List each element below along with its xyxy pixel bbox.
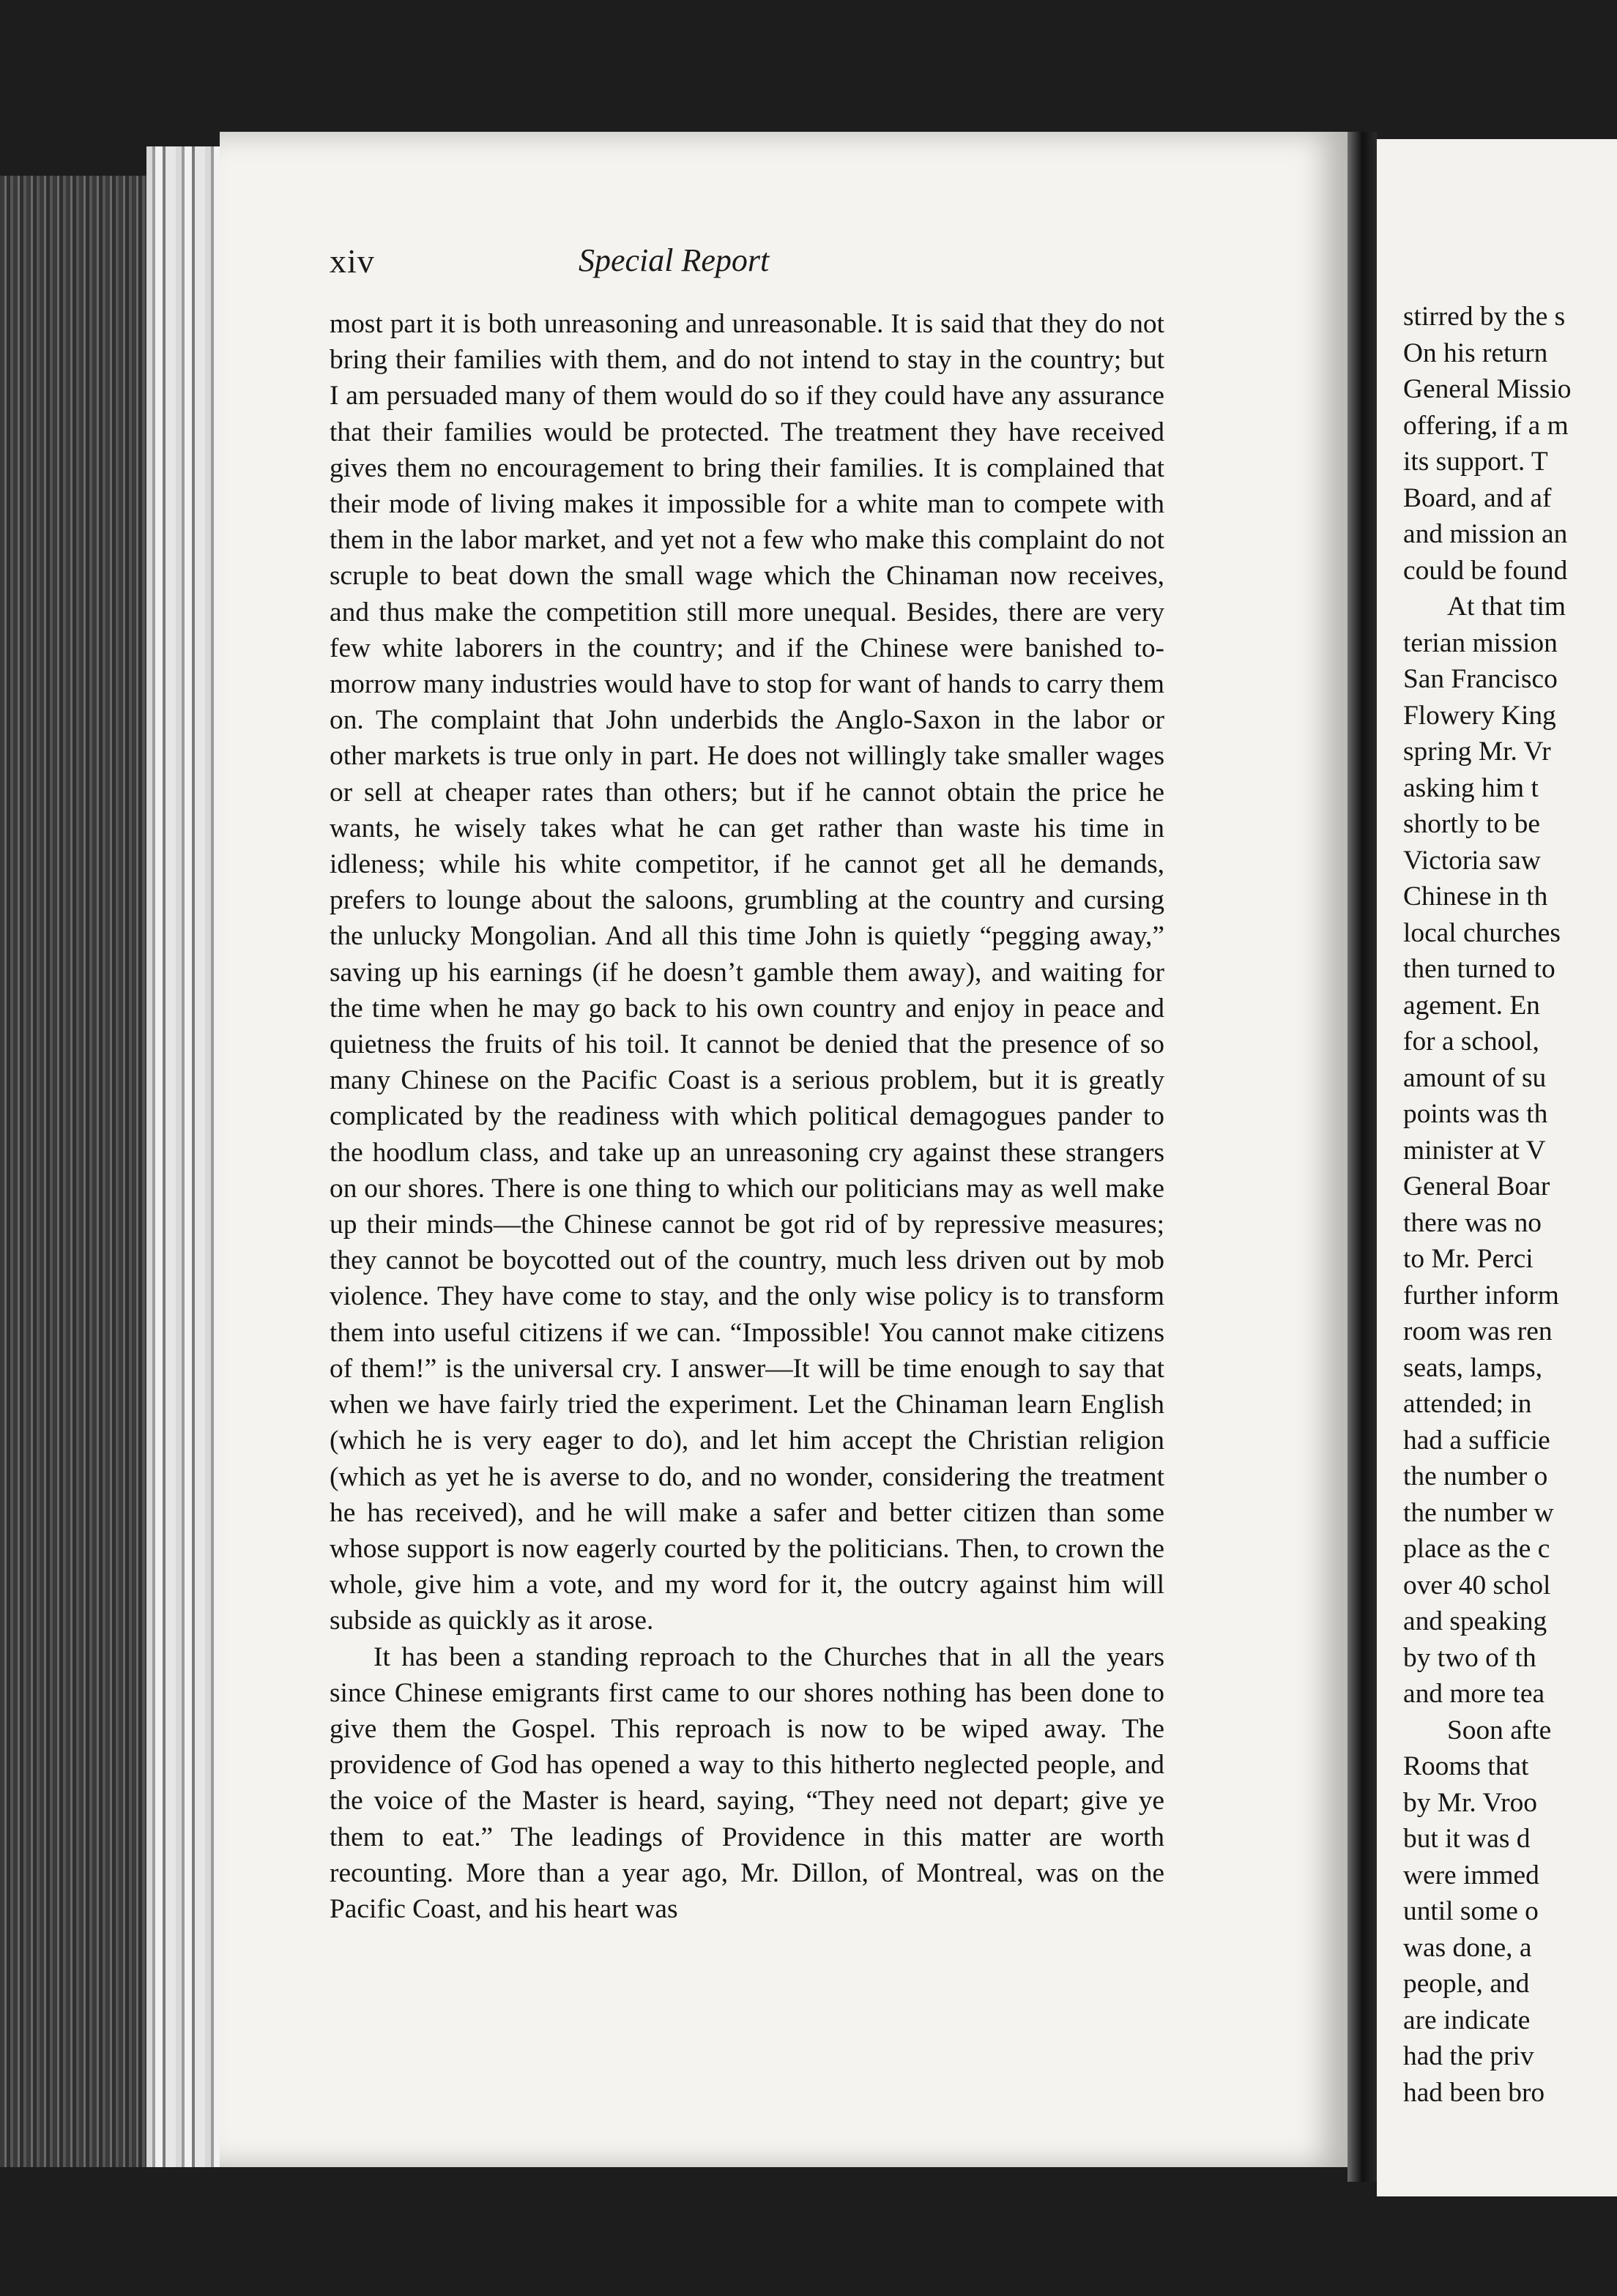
right-page-line: Flowery King <box>1403 700 1556 731</box>
right-page-line: could be found <box>1403 555 1568 586</box>
right-page-line: General Missio <box>1403 374 1572 404</box>
right-page-line: Soon afte <box>1447 1715 1552 1745</box>
right-page-line: were immed <box>1403 1860 1539 1890</box>
right-page-line: Chinese in th <box>1403 881 1548 912</box>
right-page-line: agement. En <box>1403 990 1540 1021</box>
page-edge-stack <box>0 176 146 2167</box>
body-text <box>330 306 1164 1927</box>
right-page-line: by Mr. Vroo <box>1403 1787 1537 1818</box>
right-page-line: had the priv <box>1403 2041 1534 2071</box>
right-page-line: its support. T <box>1403 447 1548 477</box>
right-page-line: At that tim <box>1447 592 1566 622</box>
right-page-line: until some o <box>1403 1896 1539 1926</box>
book-spine <box>1348 132 1377 2182</box>
page-gutter <box>146 146 220 2167</box>
right-page-text <box>1403 299 1617 2111</box>
right-page-line: General Boar <box>1403 1171 1550 1201</box>
right-page-line: amount of su <box>1403 1062 1547 1093</box>
right-page-line: shortly to be <box>1403 809 1540 839</box>
right-page-line: Rooms that <box>1403 1751 1529 1781</box>
right-page-line: then turned to <box>1403 954 1555 984</box>
right-page-line: terian mission <box>1403 627 1558 658</box>
right-page-line: and mission an <box>1403 519 1568 549</box>
right-page-line: had a sufficie <box>1403 1425 1550 1456</box>
paragraph: It has been a standing reproach to the Churches that in all the years since Chinese emigrants first came to our shores nothing has been done to give them the Gospel. This reproach is now to be wiped away. The providence of God has opened a way to this hitherto neglected people, and the voice of the Master is heard, saying, “They need not depart; give ye them to eat.” The leadings of Providence in this matter are worth recounting. More than a year ago, Mr. Dillon, of Montreal, was on the Pacific Coast, and his heart was <box>330 1641 1164 1924</box>
right-page-line: for a school, <box>1403 1026 1539 1056</box>
right-page-line: offering, if a m <box>1403 410 1569 441</box>
right-page-line: Board, and af <box>1403 482 1552 513</box>
right-page-line: Victoria saw <box>1403 845 1541 876</box>
right-page-line: had been bro <box>1403 2077 1545 2108</box>
right-page-line: asking him t <box>1403 772 1539 803</box>
right-page-line: the number w <box>1403 1497 1554 1528</box>
right-page <box>1377 139 1617 2196</box>
right-page-line: to Mr. Perci <box>1403 1244 1534 1274</box>
right-page-line: room was ren <box>1403 1316 1553 1346</box>
right-page-line: stirred by the s <box>1403 302 1566 332</box>
right-page-line: attended; in <box>1403 1389 1532 1419</box>
right-page-line: seats, lamps, <box>1403 1352 1543 1383</box>
right-page-line: points was th <box>1403 1099 1548 1129</box>
page-number: xiv <box>330 242 375 280</box>
right-page-line: and more tea <box>1403 1679 1545 1709</box>
right-page-line: are indicate <box>1403 2005 1531 2035</box>
right-page-line: people, and <box>1403 1969 1530 1999</box>
paragraph: most part it is both unreasoning and unreasonable. It is said that they do not bring their families with them, and do not intend to stay in the country; but I am persuaded many of them would do so if they could have any assurance that their families would be protected. The treatment they have received gives them no encouragement to bring their families. It is complained that their mode of living makes it impossible for a white man to compete with them in the labor market, and yet not a few who make this complaint do not scruple to beat down the small wage which the Chinaman now receives, and thus make the competition still more unequal. Besides, there are very few white laborers in the country; and if the Chinese were banished to-morrow many industries would have to stop for want of hands to carry them on. The complaint that John underbids the Anglo-Saxon in the labor or other markets is true only in part. He does not willingly take smaller wages or sell at cheaper rates than others; but if he cannot obtain the price he wants, he wisely takes what he can get rather than waste his time in idleness; while his white competitor, if he cannot get all he demands, prefers to lounge about the saloons, grumbling at the country and cursing the unlucky Mongolian. And all this time John is quietly “pegging away,” saving up his earnings (if he doesn’t gamble them away), and waiting for the time when he may go back to his own country and enjoy in peace and quietness the fruits of his toil. It cannot be denied that the presence of so many Chinese on the Pacific Coast is a serious problem, but it is greatly complicated by the readiness with which political demagogues pander to the hoodlum class, and take up an unreasoning cry against these strangers on our shores. There is one thing to which our politicians may as well make up their minds—the Chinese cannot be got rid of by repressive measures; they cannot be boycotted out of the country, much less driven out by mob violence. They have come to stay, and the only wise policy is to transform them into useful citizens if we can. “Impossible! You cannot make citizens of them!” is the universal cry. I answer—It will be time enough to say that when we have fairly tried the experiment. Let the Chinaman learn English (which he is very eager to do), and let him accept the Christian religion (which as yet he is averse to do, and no wonder, considering the treatment he has received), and he will make a safer and better citizen than some whose support is now eagerly courted by the politicians. Then, to crown the whole, give him a vote, and my word for it, the outcry against him will subside as quickly as it arose. <box>330 309 1164 1636</box>
right-page-line: further inform <box>1403 1280 1559 1311</box>
right-page-line: San Francisco <box>1403 664 1558 694</box>
right-page-line: local churches <box>1403 917 1561 948</box>
right-page-line: the number o <box>1403 1461 1548 1491</box>
right-page-line: was done, a <box>1403 1932 1532 1963</box>
running-head <box>330 242 1150 286</box>
right-page-line: place as the c <box>1403 1534 1550 1564</box>
right-page-line: minister at V <box>1403 1135 1546 1166</box>
right-page-line: On his return <box>1403 338 1548 368</box>
right-page-line: spring Mr. Vr <box>1403 737 1551 767</box>
right-page-line: over 40 schol <box>1403 1570 1551 1600</box>
right-page-line: but it was d <box>1403 1824 1531 1854</box>
running-title: Special Report <box>579 242 770 278</box>
right-page-line: by two of th <box>1403 1642 1536 1673</box>
right-page-line: there was no <box>1403 1207 1542 1238</box>
left-page <box>220 132 1348 2167</box>
right-page-line: and speaking <box>1403 1606 1547 1636</box>
